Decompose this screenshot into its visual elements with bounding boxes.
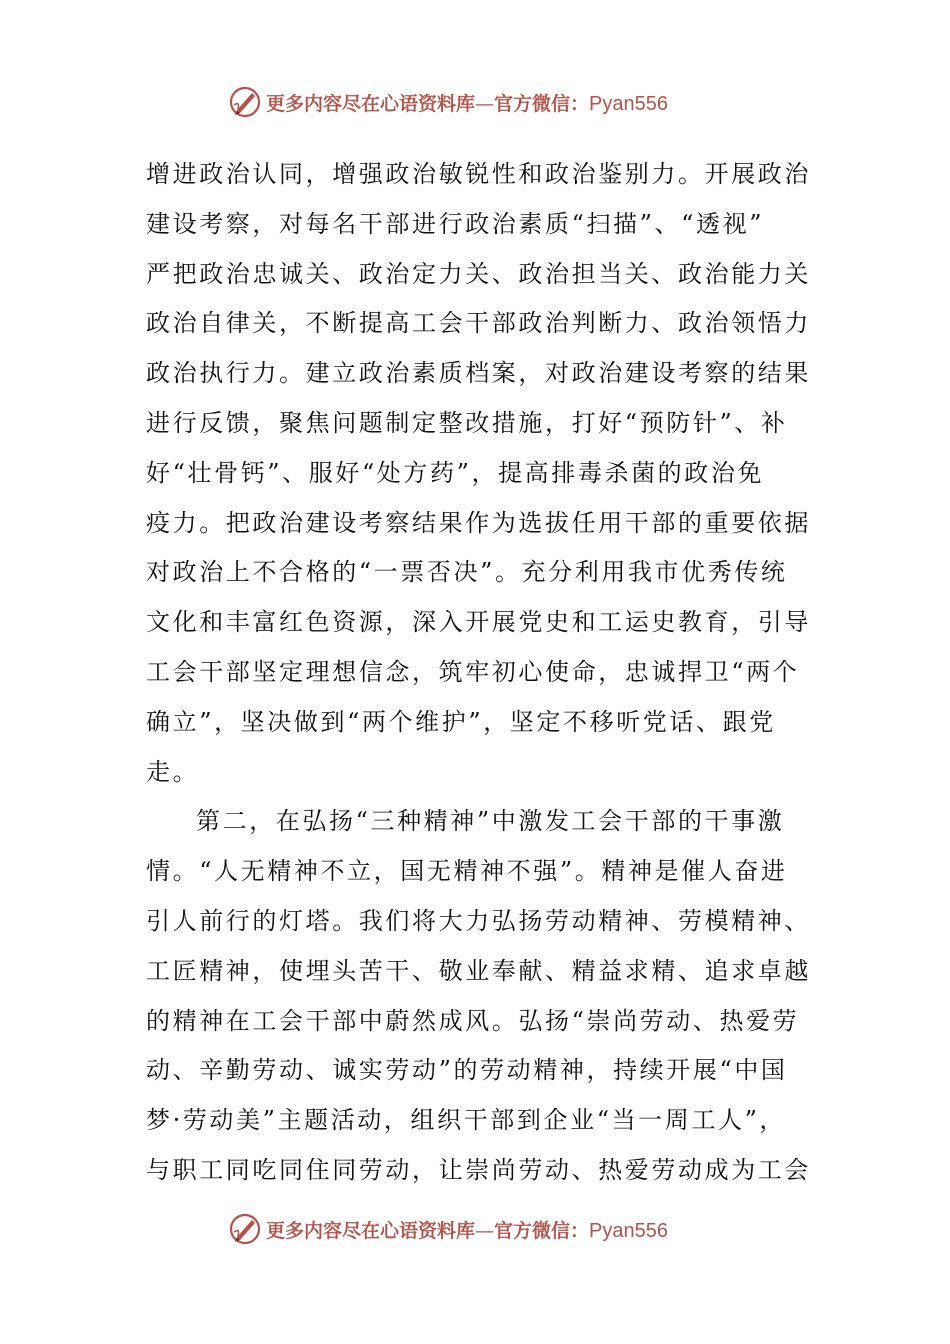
watermark-text: 更多内容尽在心语资料库—官方微信：Pyan556 [266,1219,668,1242]
text-line: 增进政治认同，增强政治敏锐性和政治鉴别力。开展政治 [146,160,811,188]
watermark-text: 更多内容尽在心语资料库—官方微信：Pyan556 [266,92,668,115]
text-line: 与职工同吃同住同劳动，让崇尚劳动、热爱劳动成为工会 [146,1155,811,1184]
text-line: 确立”，坚决做到“两个维护”，坚定不移听党话、跟党 [146,707,776,736]
text-line: 疫力。把政治建设考察结果作为选拔任用干部的重要依据 [146,508,811,537]
pen-logo-icon [228,85,262,119]
text-line: 的精神在工会干部中蔚然成风。弘扬“崇尚劳动、热爱劳 [146,1006,800,1035]
text-line: 情。“人无精神不立，国无精神不强”。精神是催人奋进 [146,857,788,886]
text-line: 工会干部坚定理想信念，筑牢初心使命，忠诚捍卫“两个 [146,657,800,686]
document-body [146,150,811,1196]
text-line: 政治自律关，不断提高工会干部政治判断力、政治领悟力 [146,309,811,338]
text-line: 走。 [146,757,200,786]
text-line: 严把政治忠诚关、政治定力关、政治担当关、政治能力关 [146,259,811,288]
text-line: 对政治上不合格的“一票否决”。充分利用我市优秀传统 [146,558,788,587]
text-line: 动、辛勤劳动、诚实劳动”的劳动精神，持续开展“中国 [146,1056,788,1085]
text-line: 工匠精神，使埋头苦干、敬业奉献、精益求精、追求卓越 [146,956,811,985]
header-watermark-banner [228,85,668,119]
text-line: 梦·劳动美”主题活动，组织干部到企业“当一周工人”， [146,1106,787,1135]
pen-logo-icon [228,1212,262,1246]
text-line: 好“壮骨钙”、服好“处方药”，提高排毒杀菌的政治免 [146,458,765,487]
text-line: 建设考察，对每名干部进行政治素质“扫描”、“透视” [146,209,765,238]
text-line: 引人前行的灯塔。我们将大力弘扬劳动精神、劳模精神、 [146,906,811,935]
footer-watermark-banner [228,1212,668,1246]
text-line: 文化和丰富红色资源，深入开展党史和工运史教育，引导 [146,608,811,637]
text-line: 政治执行力。建立政治素质档案，对政治建设考察的结果 [146,359,811,388]
paragraph-start-line: 第二，在弘扬“三种精神”中激发工会干部的干事激 [196,807,785,836]
text-line: 进行反馈，聚焦问题制定整改措施，打好“预防针”、补 [146,408,788,437]
